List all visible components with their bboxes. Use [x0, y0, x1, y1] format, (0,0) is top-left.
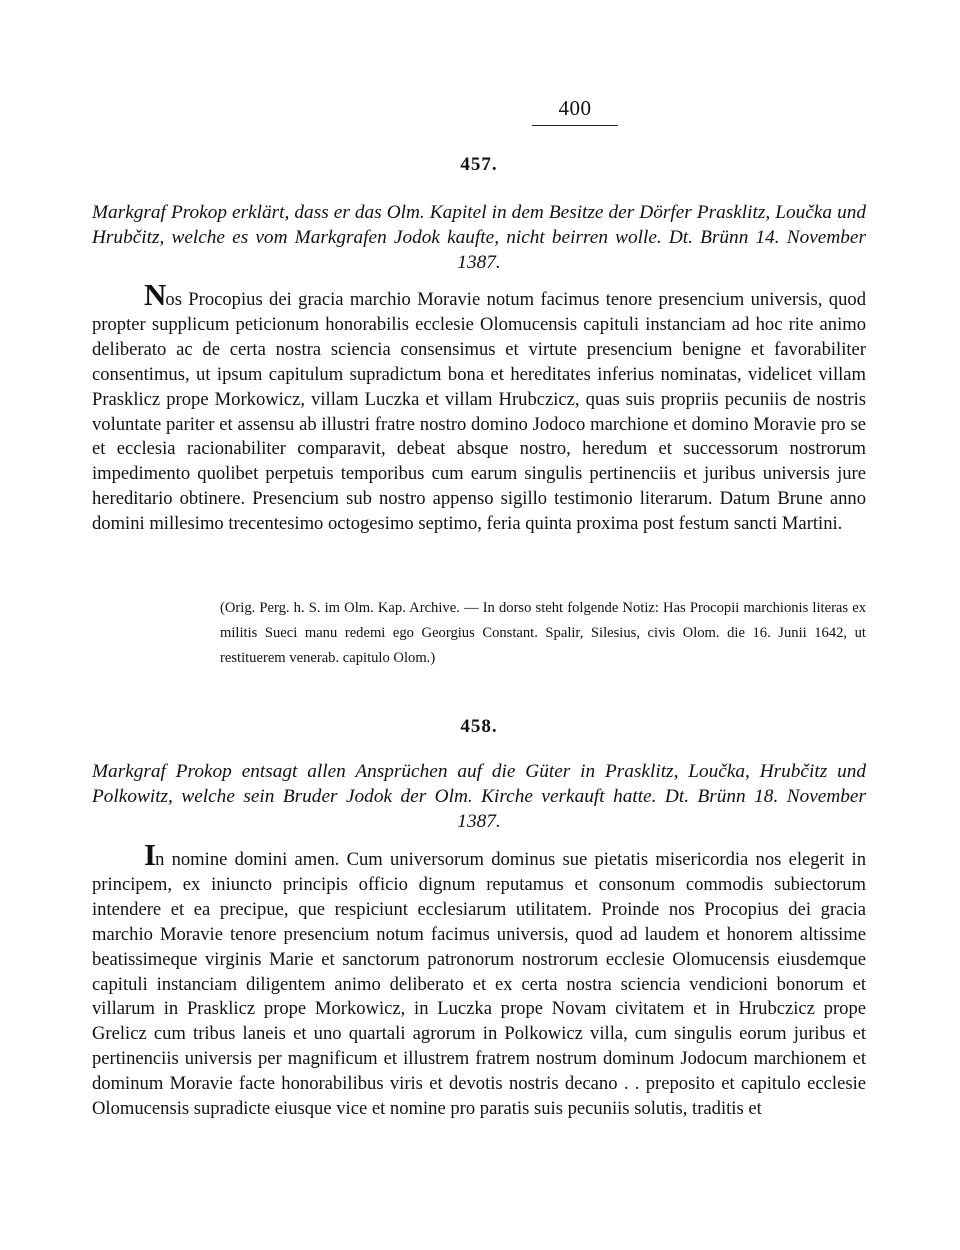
entry-number: 458.: [460, 716, 498, 737]
drop-initial: N: [144, 277, 166, 312]
entry-number: 457.: [460, 154, 498, 175]
archival-note: (Orig. Perg. h. S. im Olm. Kap. Archive. — In dorso steht folgende Notiz: Has Procopii marchionis literas ex militis Sueci manu redemi ego Georgius Constant. Spalir, Silesius, civis Olom. die 16. Junii 1642, ut restituerem venerab. capitulo Olom.): [220, 600, 866, 666]
entry-body-text: [92, 837, 866, 1122]
drop-initial: I: [144, 837, 156, 872]
entry-body-content: os Procopius dei gracia marchio Moravie notum facimus tenore presencium universis, quod propter supplicum peticionum honorabilis ecclesie Olomucensis capituli instanciam ad hoc rite animo deliberato ac de certa nostra sciencia consensimus et virtute presencium benigne et favorabiliter consentimus, ut ipsum capitulum supradictum bona et hereditates inferius nominatas, videlicet villam Prasklicz prope Morkowicz, villam Luczka et villam Hrubczicz, quas suis propriis pecuniis de nostris voluntate pariter et assensu ab illustri fratre nostro domino Jodoco marchione et domino Moravie pro se et ecclesia racionabiliter comparavit, debeat absque nostro, heredum et successorum nostrorum impedimento quolibet perpetuis temporibus cum earum singulis pertinenciis et juribus universis jure hereditario obtinere. Presencium sub nostro appenso sigillo testimonio literarum. Datum Brune anno domini millesimo trecentesimo octogesimo septimo, feria quinta proxima post festum sancti Martini.: [92, 289, 866, 535]
entry-body-content: n nomine domini amen. Cum universorum dominus sue pietatis misericordia nos elegerit in principem, ex iniuncto principis officio dignum reputamus et consonum commodis subiectorum intendere et ea precipue, que respiciunt ecclesiarum utilitatem. Proinde nos Procopius dei gracia marchio Moravie tenore presencium notum facimus universis, quod ad laudem et honorem altissime beatissimeque virginis Marie et sanctorum patronorum nostrorum ecclesie Olomucensis eiusdemque capituli instanciam diligentem animo deliberato et ex certa nostra sciencia vendicioni bonorum et villarum in Prasklicz prope Morkowicz, in Luczka prope Novam civitatem et in Hrubczicz prope Grelicz cum tribus laneis et uno quartali agrorum in Polkowicz villa, cum singulis eorum juribus et pertinenciis universis per magnificum et illustrem fratrem nostrum dominum Jodocum marchionem et dominum Moravie facte honorabilibus viris et devotis nostris decano . . preposito et capitulo ecclesie Olomucensis supradicte eiusque vice et nomine pro paratis suis pecuniis solutis, traditis et: [92, 849, 866, 1120]
page-number: 400: [532, 96, 618, 126]
entry-summary: Markgraf Prokop erklärt, dass er das Olm. Kapitel in dem Besitze der Dörfer Prasklitz, Loučka und Hrubčitz, welche es vom Markgrafen Jodok kaufte, nicht beirren wolle. Dt. Brünn 14. November 1387.: [92, 202, 866, 273]
entry-body-text: [92, 277, 866, 537]
entry-summary: Markgraf Prokop entsagt allen Ansprüchen auf die Güter in Prasklitz, Loučka, Hrubčitz und Polkowitz, welche sein Bruder Jodok der Olm. Kirche verkauft hatte. Dt. Brünn 18. November 1387.: [92, 761, 866, 832]
